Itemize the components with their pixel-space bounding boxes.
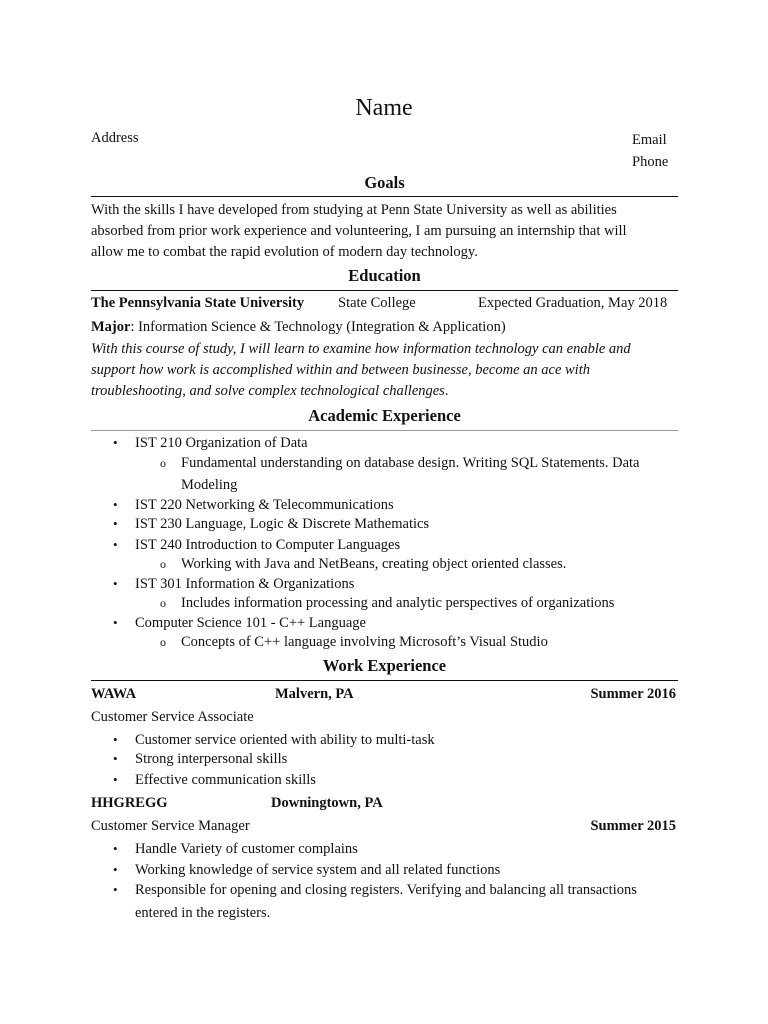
description-line: With this course of study, I will learn to examine how information technology can enable and (91, 341, 631, 357)
work-divider (91, 680, 678, 681)
education-description (91, 339, 681, 402)
school-name: The Pennsylvania State University (91, 295, 305, 311)
sub-bullet-icon: o (160, 596, 166, 610)
bullet-icon: • (113, 516, 118, 531)
job-duty: Strong interpersonal skills (135, 751, 288, 767)
school-location: State College (338, 295, 416, 311)
resume-name: Name (355, 95, 413, 121)
academic-divider (91, 430, 678, 431)
goals-line: With the skills I have developed from studying at Penn State University as well as abilities (91, 202, 617, 218)
bullet-icon: • (113, 435, 118, 450)
academic-item: IST 220 Networking & Telecommunications (135, 497, 394, 513)
major-line (91, 317, 506, 337)
job-duty: Handle Variety of customer complains (135, 841, 358, 857)
job-duty-cont: entered in the registers. (135, 905, 271, 921)
job-duty: Working knowledge of service system and all related functions (135, 862, 501, 878)
job-title: Customer Service Associate (91, 709, 254, 725)
address: Address (91, 130, 139, 146)
goals-paragraph (91, 200, 681, 263)
sub-bullet-icon: o (160, 557, 166, 571)
bullet-icon: • (113, 841, 118, 856)
job-duty: Customer service oriented with ability to multi-task (135, 732, 435, 748)
academic-subitem: Working with Java and NetBeans, creating object oriented classes. (181, 556, 567, 572)
goals-line: allow me to combat the rapid evolution of modern day technology. (91, 244, 478, 260)
major-label: Major (91, 319, 131, 335)
employer-name: HHGREGG (91, 795, 168, 811)
employer-location: Malvern, PA (275, 686, 354, 702)
academic-subitem: Includes information processing and analytic perspectives of organizations (181, 595, 615, 611)
sub-bullet-icon: o (160, 635, 166, 649)
bullet-icon: • (113, 615, 118, 630)
academic-item: Computer Science 101 - C++ Language (135, 615, 366, 631)
bullet-icon: • (113, 862, 118, 877)
description-line: support how work is accomplished within and between businesse, become an ace with (91, 362, 590, 378)
academic-heading: Academic Experience (308, 406, 461, 425)
employer-name: WAWA (91, 686, 137, 702)
bullet-icon: • (113, 576, 118, 591)
employment-period: Summer 2016 (590, 686, 676, 702)
phone: Phone (632, 154, 669, 170)
work-heading: Work Experience (322, 656, 447, 675)
goals-divider (91, 196, 678, 197)
goals-line: absorbed from prior work experience and volunteering, I am pursuing an internship that will (91, 223, 627, 239)
academic-item: IST 210 Organization of Data (135, 435, 308, 451)
employer-location: Downingtown, PA (271, 795, 383, 811)
bullet-icon: • (113, 772, 118, 787)
major-value: : Information Science & Technology (Integration & Application) (130, 319, 506, 335)
job-duty: Effective communication skills (135, 772, 316, 788)
academic-item: IST 230 Language, Logic & Discrete Mathematics (135, 516, 430, 532)
contact-block (632, 129, 668, 173)
bullet-icon: • (113, 537, 118, 552)
sub-bullet-icon: o (160, 456, 166, 470)
academic-subitem: Concepts of C++ language involving Microsoft’s Visual Studio (181, 634, 548, 650)
academic-subitem-cont: Modeling (181, 477, 238, 493)
job-title: Customer Service Manager (91, 818, 250, 834)
job-duty: Responsible for opening and closing registers. Verifying and balancing all transactions (135, 882, 637, 898)
graduation-date: Expected Graduation, May 2018 (478, 295, 668, 311)
bullet-icon: • (113, 732, 118, 747)
bullet-icon: • (113, 882, 118, 897)
email: Email (632, 132, 667, 148)
academic-item: IST 240 Introduction to Computer Languages (135, 537, 401, 553)
academic-item: IST 301 Information & Organizations (135, 576, 355, 592)
education-divider (91, 290, 678, 291)
description-line-last: troubleshooting, and solve complex technological challenges. (91, 383, 449, 399)
academic-subitem: Fundamental understanding on database design. Writing SQL Statements. Data (181, 455, 640, 471)
goals-heading: Goals (364, 173, 405, 192)
bullet-icon: • (113, 751, 118, 766)
education-heading: Education (348, 266, 421, 285)
bullet-icon: • (113, 497, 118, 512)
employment-period: Summer 2015 (590, 818, 676, 834)
